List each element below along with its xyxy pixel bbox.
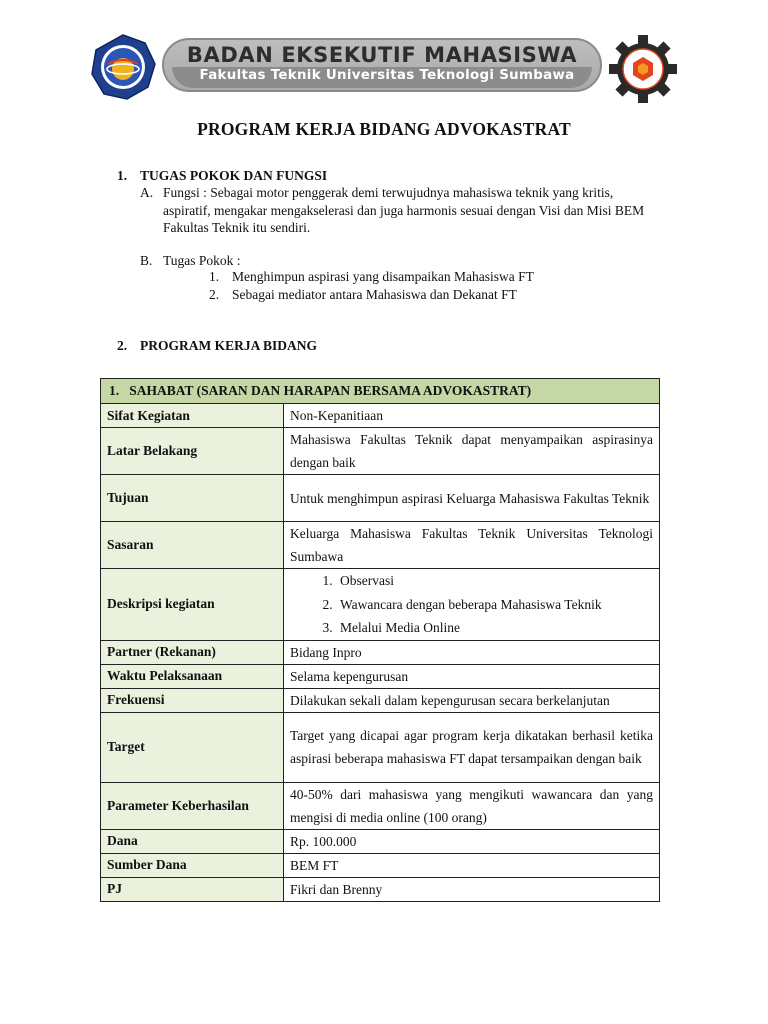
section-1-heading: TUGAS POKOK DAN FUNGSI (140, 168, 328, 183)
row-value: Bidang Inpro (284, 640, 660, 664)
table-row (101, 829, 660, 853)
row-label: Sasaran (101, 522, 284, 569)
row-label: Sumber Dana (101, 853, 284, 877)
table-row (101, 404, 660, 428)
row-value: Non-Kepanitiaan (284, 404, 660, 428)
tugas-item-1-number: 1. (209, 269, 220, 284)
row-label: Deskripsi kegiatan (101, 569, 284, 641)
row-label: PJ (101, 877, 284, 901)
table-row (101, 640, 660, 664)
letterhead (0, 0, 768, 110)
list-item: 2. Wawancara dengan beberapa Mahasiswa Teknik (336, 593, 653, 617)
list-item: 3. Melalui Media Online (336, 616, 653, 640)
row-value-list (284, 569, 660, 641)
row-label: Parameter Keberhasilan (101, 782, 284, 829)
table-row (101, 475, 660, 522)
section-2-heading: PROGRAM KERJA BIDANG (140, 338, 318, 353)
table-header-row (101, 379, 660, 404)
bem-gear-logo-icon (608, 34, 678, 104)
fungsi-line-1: Fungsi : Sebagai motor penggerak demi terwujudnya mahasiswa teknik yang kritis, (163, 185, 614, 200)
table-row (101, 428, 660, 475)
header-banner (162, 38, 602, 92)
item-b-letter: B. (140, 253, 153, 268)
university-logo-icon (90, 34, 156, 100)
row-label: Latar Belakang (101, 428, 284, 475)
item-a-letter: A. (140, 185, 154, 200)
row-value: Dilakukan sekali dalam kepengurusan secara berkelanjutan (284, 688, 660, 712)
row-value: Rp. 100.000 (284, 829, 660, 853)
row-value: 40-50% dari mahasiswa yang mengikuti wawancara dan yang mengisi di media online (100 orang) (284, 782, 660, 829)
table-row (101, 877, 660, 901)
row-value: BEM FT (284, 853, 660, 877)
section-1-number: 1. (117, 168, 128, 183)
table-row (101, 569, 660, 641)
program-name: 1. SAHABAT (SARAN DAN HARAPAN BERSAMA ADVOKASTRAT) (101, 379, 660, 404)
table-row (101, 664, 660, 688)
list-item: 1. Observasi (336, 569, 653, 593)
table-row (101, 688, 660, 712)
organization-title: BADAN EKSEKUTIF MAHASISWA (186, 43, 578, 67)
table-row (101, 712, 660, 782)
row-value: Fikri dan Brenny (284, 877, 660, 901)
row-label: Frekuensi (101, 688, 284, 712)
tugas-item-2-text: Sebagai mediator antara Mahasiswa dan Dekanat FT (232, 287, 517, 302)
row-label: Sifat Kegiatan (101, 404, 284, 428)
program-table (100, 378, 660, 902)
section-2-number: 2. (117, 338, 128, 353)
row-value: Keluarga Mahasiswa Fakultas Teknik Universitas Teknologi Sumbawa (284, 522, 660, 569)
row-label: Tujuan (101, 475, 284, 522)
row-value: Target yang dicapai agar program kerja dikatakan berhasil ketika aspirasi beberapa mahasiswa FT dapat tersampaikan dengan baik (284, 712, 660, 782)
tugas-pokok-label: Tugas Pokok : (163, 253, 241, 268)
fungsi-line-2: aspiratif, mengakar mengakselerasi dan juga harmonis sesuai dengan Visi dan Misi BEM (163, 203, 645, 218)
table-row (101, 782, 660, 829)
row-value: Selama kepengurusan (284, 664, 660, 688)
fungsi-line-3: Fakultas Teknik itu sendiri. (163, 220, 311, 235)
row-label: Target (101, 712, 284, 782)
row-label: Dana (101, 829, 284, 853)
row-label: Partner (Rekanan) (101, 640, 284, 664)
row-value: Mahasiswa Fakultas Teknik dapat menyampaikan aspirasinya dengan baik (284, 428, 660, 475)
table-row (101, 522, 660, 569)
tugas-item-2-number: 2. (209, 287, 220, 302)
row-label: Waktu Pelaksanaan (101, 664, 284, 688)
tugas-item-1-text: Menghimpun aspirasi yang disampaikan Mahasiswa FT (232, 269, 534, 284)
row-value: Untuk menghimpun aspirasi Keluarga Mahasiswa Fakultas Teknik (284, 475, 660, 522)
page-title: PROGRAM KERJA BIDANG ADVOKASTRAT (197, 119, 571, 139)
table-row (101, 853, 660, 877)
organization-subtitle: Fakultas Teknik Universitas Teknologi Sumbawa (199, 68, 575, 83)
